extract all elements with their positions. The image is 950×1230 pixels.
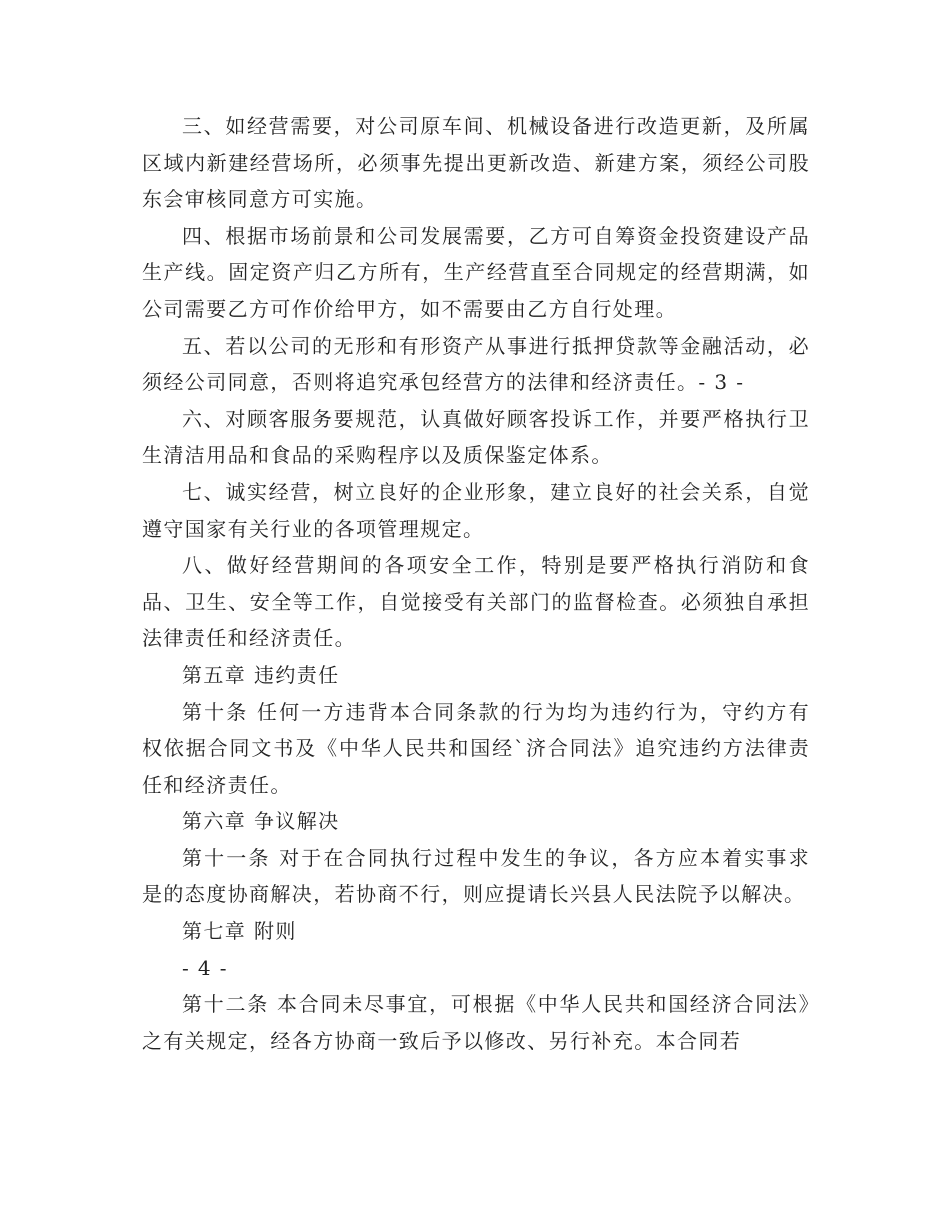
clause-seven-paragraph: 七、诚实经营，树立良好的企业形象，建立良好的社会关系，自觉遵守国家有关行业的各项管理规定。 — [142, 479, 810, 541]
article-twelve-paragraph: 第十二条 本合同未尽事宜，可根据《中华人民共和国经济合同法》之有关规定，经各方协商一致后予以修改、另行补充。本合同若 — [142, 992, 810, 1053]
document-body — [142, 108, 810, 1059]
clause-six-paragraph: 六、对顾客服务要规范，认真做好顾客投诉工作，并要严格执行卫生清洁用品和食品的采购程序以及质保鉴定体系。 — [142, 406, 810, 468]
article-ten-paragraph: 第十条 任何一方违背本合同条款的行为均为违约行为，守约方有权依据合同文书及《中华人民共和国经`济合同法》追究违约方法律责任和经济责任。 — [142, 699, 810, 797]
page-number-marker: - 4 - — [182, 955, 228, 980]
clause-eight-paragraph: 八、做好经营期间的各项安全工作，特别是要严格执行消防和食品、卫生、安全等工作，自觉接受有关部门的监督检查。必须独自承担法律责任和经济责任。 — [142, 553, 810, 651]
chapter-six-heading: 第六章 争议解决 — [182, 809, 340, 834]
clause-three-paragraph: 三、如经营需要，对公司原车间、机械设备进行改造更新，及所属区域内新建经营场所，必须事先提出更新改造、新建方案，须经公司股东会审核同意方可实施。 — [142, 114, 810, 212]
chapter-seven-heading: 第七章 附则 — [182, 919, 297, 944]
clause-five-paragraph: 五、若以公司的无形和有形资产从事进行抵押贷款等金融活动，必须经公司同意，否则将追究承包经营方的法律和经济责任。- 3 - — [142, 333, 810, 395]
clause-four-paragraph: 四、根据市场前景和公司发展需要，乙方可自筹资金投资建设产品生产线。固定资产归乙方所有，生产经营直至合同规定的经营期满，如公司需要乙方可作价给甲方，如不需要由乙方自行处理。 — [142, 223, 810, 321]
chapter-five-heading: 第五章 违约责任 — [182, 662, 340, 687]
article-eleven-paragraph: 第十一条 对于在合同执行过程中发生的争议，各方应本着实事求是的态度协商解决，若协商不行，则应提请长兴县人民法院予以解决。 — [142, 845, 810, 907]
